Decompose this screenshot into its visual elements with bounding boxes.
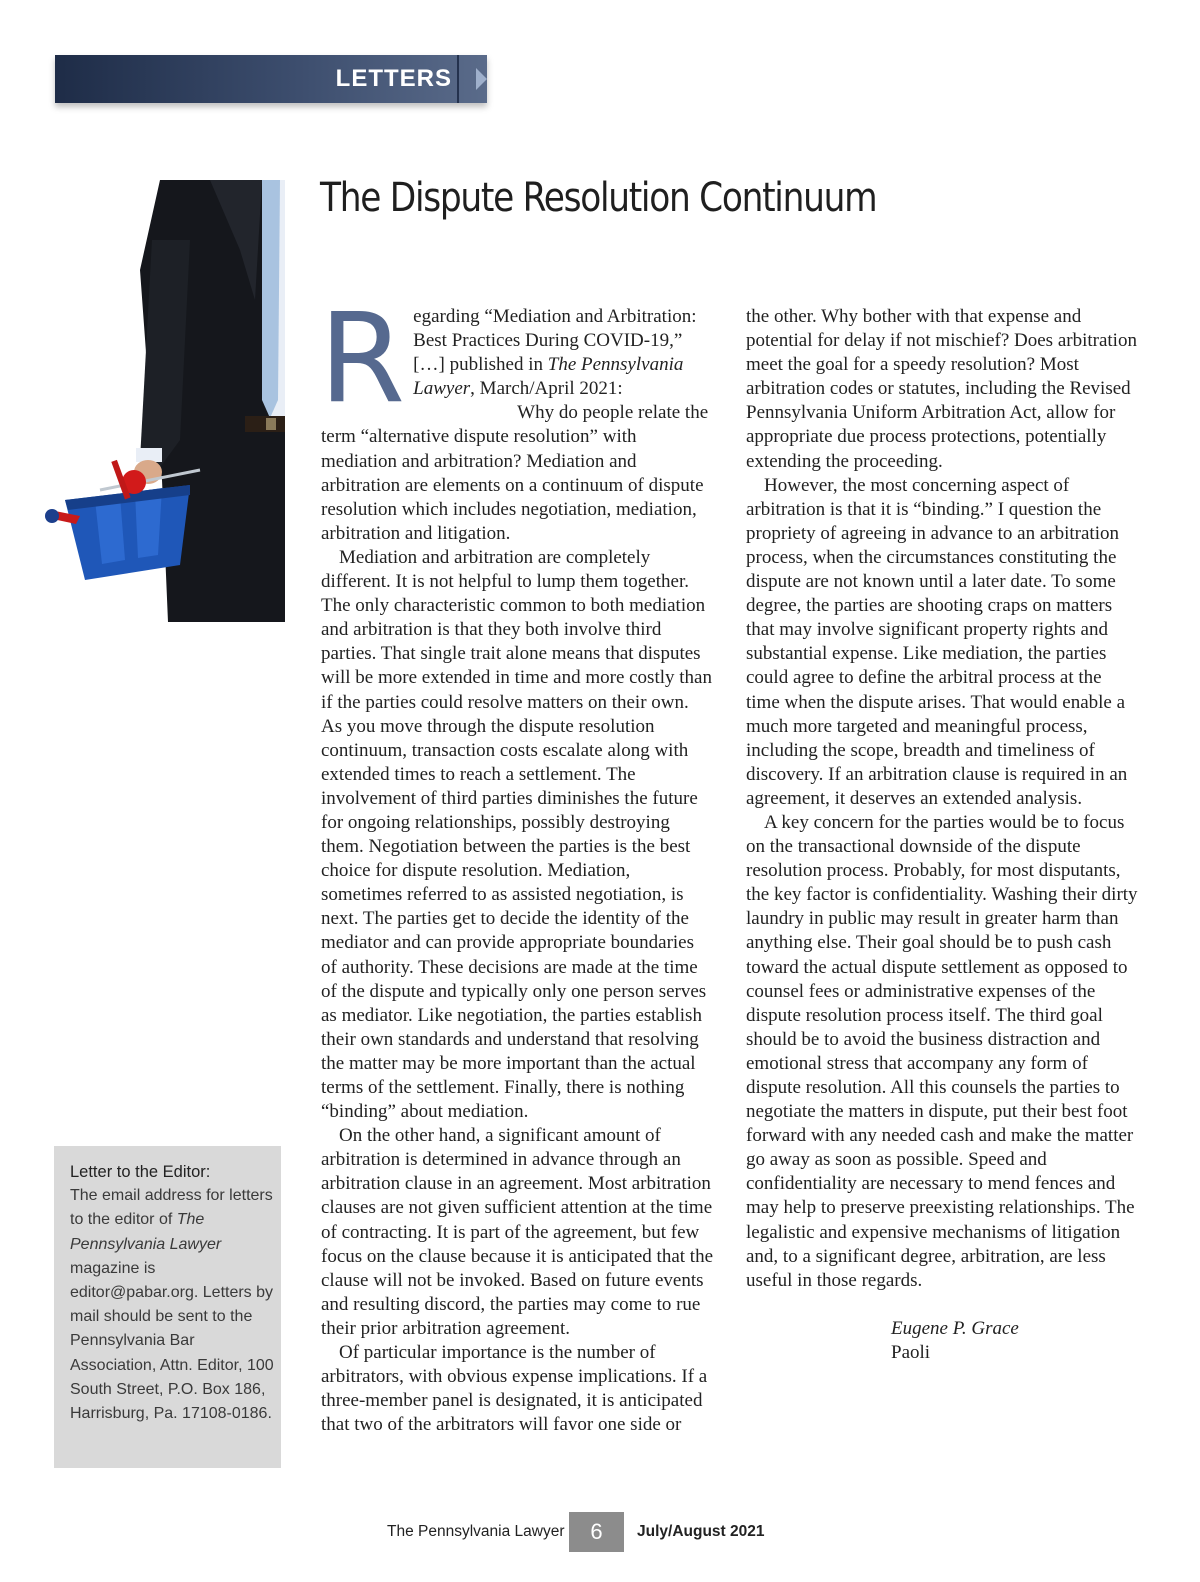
- intro-paragraph: [319, 287, 713, 431]
- section-label: LETTERS: [335, 65, 452, 92]
- signature: [746, 1317, 1138, 1365]
- intro-publication: The Pennsylvania Lawyer: [413, 354, 684, 400]
- paragraph-5b: the other. Why bother with that expense and potential for delay if not mischief? Does arbitration meet the goal for a speedy resolution? Most arbitration codes or statutes, including the Revised Pennsylvania Uniform Arbitration Act, allow for appropriate due process protections, potentially extending the proceeding.: [746, 306, 1137, 472]
- businessman-toolbox-illustration: [40, 180, 288, 622]
- author-location: Paoli: [891, 1341, 931, 1363]
- sidebar-publication: The Pennsylvania Lawyer: [70, 1211, 222, 1253]
- paragraph-4: On the other hand, a significant amount of arbitration is determined in advance through an arbitration clause in an agreement. Most arbitration clauses are not given sufficient attention at the time of contracting. It is part of the agreement, but few focus on the clause because it is anticipated that the clause will not be invoked. Based on future events and resulting discord, the parties may come to rue their prior arbitration agreement.: [321, 1125, 713, 1339]
- author-name: Eugene P. Grace: [891, 1317, 1019, 1339]
- section-divider: [457, 55, 459, 103]
- footer-publication: The Pennsylvania Lawyer: [387, 1523, 565, 1540]
- intro-lead-b: , March/April 2021:: [470, 378, 623, 400]
- paragraph-5a: Of particular importance is the number of arbitrators, with obvious expense implications. If a three-member panel is designated, it is anticipated that two of the arbitrators will favor one side or: [321, 1342, 708, 1436]
- article-column-right: [746, 305, 1138, 1365]
- section-header-bar: [55, 55, 487, 103]
- intro-lead-a: egarding “Mediation and Arbitration: Best Practices During COVID-19,” […] published in: [413, 306, 697, 376]
- paragraph-3: Mediation and arbitration are completely different. It is not helpful to lump them together. The only characteristic common to both mediation and arbitration is that they both involve third parties. That single trait alone means that disputes will be more extended in time and more costly than if the parties could resolve matters on their own. As you move through the dispute resolution continuum, transaction costs escalate along with extended times to reach a settlement. The involvement of third parties diminishes the future for ongoing relationships, possibly destroying them. Negotiation between the parties is the best choice for dispute resolution. Mediation, sometimes referred to as assisted negotiation, is next. The parties get to decide the identity of the mediator and can provide appropriate boundaries of authority. These decisions are made at the time of the dispute and typically only one person serves as mediator. Like negotiation, the parties establish their own standards and understand that resolving the matter may be more important than the actual terms of the settlement. Finally, there is nothing “binding” about mediation.: [321, 546, 712, 1123]
- sidebar-text-b: magazine is editor@pabar.org. Letters by mail should be sent to the Pennsylvania Bar Association, Attn. Editor, 100 South Street, P.O. Box 186, Harrisburg, Pa. 17108-0186.: [70, 1259, 274, 1423]
- paragraph-7: A key concern for the parties would be to focus on the transactional downside of the dispute resolution process. Probably, for most disputants, the key factor is confidentiality. Washing their dirty laundry in public may result in greater harm than anything else. Their goal should be to push cash toward the actual dispute settlement as opposed to counsel fees or administrative expenses of the dispute resolution process itself. The third goal should be to avoid the business distraction and emotional stress that accompany any form of dispute resolution. All this counsels the parties to negotiate the matters in dispute, put their best foot forward with any needed cash and make the matter go away as soon as possible. Speed and confidentiality are necessary to mend fences and may help to preserve preexisting relationships. The legalistic and expensive mechanisms of litigation and, to a significant degree, arbitration, are less useful in those regards.: [746, 811, 1138, 1291]
- sidebar-heading: Letter to the Editor:: [70, 1163, 211, 1181]
- paragraph-2: Why do people relate the term “alternative dispute resolution” with mediation and arbitration? Mediation and arbitration are elements on a continuum of dispute resolution which includes negotiation, mediation, arbitration and litigation.: [321, 402, 709, 544]
- paragraph-6: However, the most concerning aspect of arbitration is that it is “binding.” I question the propriety of agreeing in advance to an arbitration process, when the circumstances constituting the dispute are not known until a later date. To some degree, the parties are shooting craps on matters that may involve significant property rights and substantial expense. Like mediation, the parties could agree to define the arbitral process at the time when the dispute arises. That would enable a much more targeted and meaningful process, including the scope, breadth and timeliness of discovery. If an arbitration clause is required in an agreement, it deserves an extended analysis.: [746, 474, 1128, 809]
- article-title: The Dispute Resolution Continuum: [320, 175, 877, 221]
- page-number: 6: [569, 1512, 624, 1552]
- letter-to-editor-box: [54, 1146, 281, 1468]
- chevron-right-icon: [476, 68, 487, 90]
- article-column-left: [319, 287, 713, 1437]
- sidebar-text-a: The email address for letters to the editor of: [70, 1187, 273, 1229]
- drop-cap: R: [319, 287, 406, 431]
- page-footer: [0, 1512, 1200, 1552]
- footer-issue-date: July/August 2021: [637, 1523, 765, 1540]
